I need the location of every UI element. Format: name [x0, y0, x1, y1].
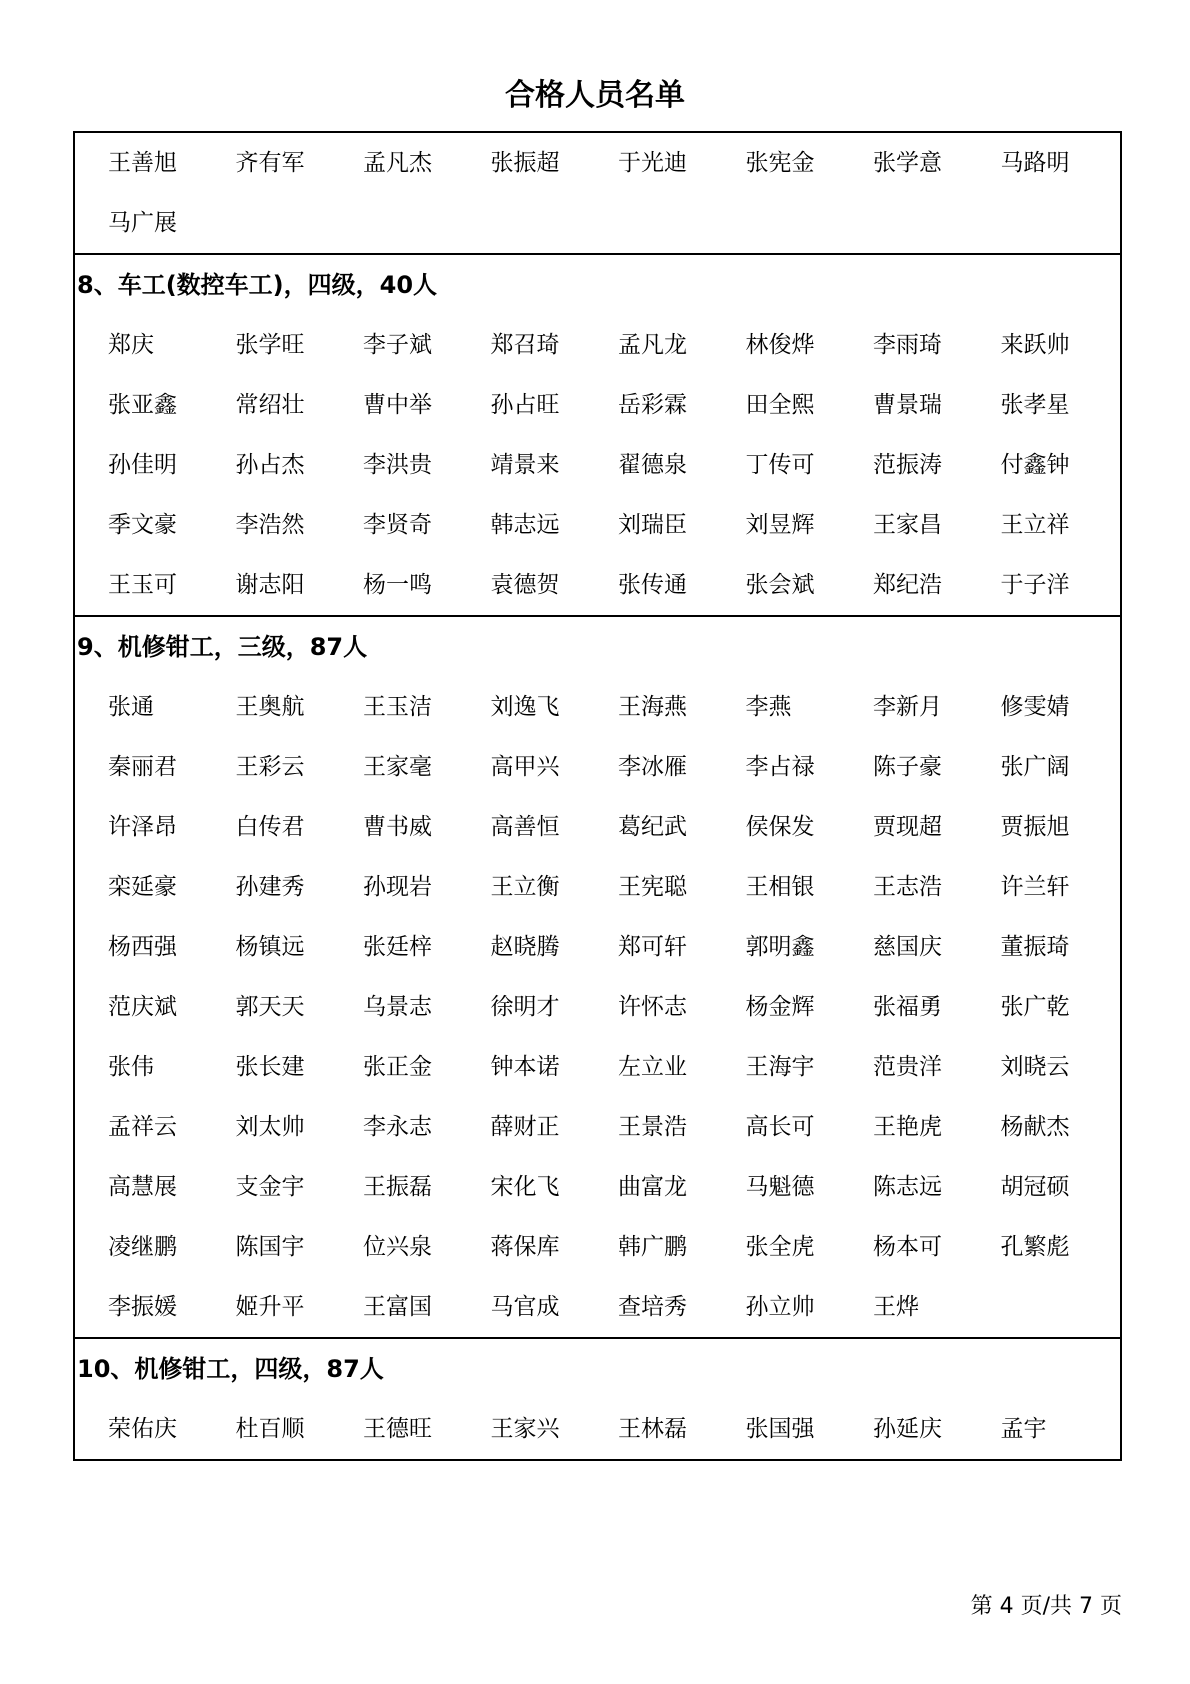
person-name: 许怀志 — [618, 994, 687, 1020]
person-name: 王彩云 — [235, 754, 305, 780]
person-name: 杜百顺 — [235, 1416, 305, 1442]
person-name: 王家兴 — [490, 1416, 560, 1442]
person-name: 王宪聪 — [618, 874, 687, 900]
person-name: 王德旺 — [363, 1416, 432, 1442]
person-name: 郭明鑫 — [745, 934, 815, 960]
person-name: 范振涛 — [873, 452, 942, 478]
person-name: 田全熙 — [745, 392, 815, 418]
person-name: 薛财正 — [490, 1114, 560, 1140]
person-name: 郑可轩 — [618, 934, 687, 960]
person-name: 张广阔 — [1000, 754, 1070, 780]
person-name: 李子斌 — [363, 332, 432, 358]
person-name: 王景浩 — [618, 1114, 687, 1140]
person-name: 马官成 — [490, 1294, 560, 1320]
person-name: 王玉洁 — [363, 694, 432, 720]
person-name: 孟凡杰 — [363, 150, 432, 176]
person-name: 秦丽君 — [108, 754, 177, 780]
person-name: 曹书威 — [363, 814, 432, 840]
person-name: 张学意 — [873, 150, 942, 176]
person-name: 张宪金 — [745, 150, 815, 176]
person-name: 徐明才 — [490, 994, 560, 1020]
person-name: 张国强 — [745, 1416, 815, 1442]
person-name: 王善旭 — [108, 150, 177, 176]
person-name: 孔繁彪 — [1000, 1234, 1070, 1260]
person-name: 张振超 — [490, 150, 560, 176]
person-name: 马广展 — [108, 210, 177, 236]
person-name: 位兴泉 — [363, 1234, 432, 1260]
person-name: 林俊烨 — [745, 332, 815, 358]
person-name: 凌继鹏 — [108, 1234, 177, 1260]
person-name: 张传通 — [618, 572, 687, 598]
person-name: 季文豪 — [108, 512, 177, 538]
person-name: 姬升平 — [235, 1294, 305, 1320]
roster-table — [73, 131, 1122, 1461]
person-name: 张学旺 — [235, 332, 305, 358]
person-name: 曹景瑞 — [873, 392, 942, 418]
person-name: 王林磊 — [618, 1416, 687, 1442]
person-name: 杨献杰 — [1000, 1114, 1070, 1140]
person-name: 张通 — [108, 694, 154, 720]
person-name: 董振琦 — [1000, 934, 1070, 960]
person-name: 李燕 — [745, 694, 792, 720]
person-name: 李雨琦 — [873, 332, 942, 358]
person-name: 常绍壮 — [235, 392, 305, 418]
person-name: 孟祥云 — [108, 1114, 177, 1140]
person-name: 张亚鑫 — [108, 392, 177, 418]
person-name: 李洪贵 — [363, 452, 432, 478]
person-name: 范庆斌 — [108, 994, 177, 1020]
person-name: 曹中举 — [363, 392, 432, 418]
person-name: 乌景志 — [363, 994, 432, 1020]
person-name: 刘昱辉 — [745, 512, 815, 538]
person-name: 王艳虎 — [873, 1114, 942, 1140]
roster-section — [75, 615, 1120, 1337]
person-name: 孟宇 — [1000, 1416, 1047, 1442]
person-name: 王立祥 — [1000, 512, 1070, 538]
name-grid — [75, 315, 1120, 615]
person-name: 赵晓腾 — [490, 934, 560, 960]
person-name: 高长可 — [745, 1114, 815, 1140]
person-name: 孙延庆 — [873, 1416, 942, 1442]
person-name: 刘瑞臣 — [618, 512, 687, 538]
person-name: 杨镇远 — [235, 934, 305, 960]
person-name: 葛纪武 — [618, 814, 687, 840]
section-heading: 8、车工(数控车工)，四级，40人 — [77, 271, 438, 299]
person-name: 丁传可 — [745, 452, 815, 478]
person-name: 贾振旭 — [1000, 814, 1070, 840]
person-name: 翟德泉 — [618, 452, 687, 478]
person-name: 陈子豪 — [873, 754, 942, 780]
person-name: 胡冠硕 — [1000, 1174, 1070, 1200]
page-title: 合格人员名单 — [505, 78, 685, 113]
person-name: 郑纪浩 — [873, 572, 942, 598]
person-name: 孙占旺 — [490, 392, 560, 418]
person-name: 修雯婧 — [1000, 694, 1070, 720]
person-name: 钟本诺 — [490, 1054, 560, 1080]
person-name: 蒋保库 — [490, 1234, 560, 1260]
person-name: 王奥航 — [235, 694, 305, 720]
person-name: 许泽昂 — [108, 814, 177, 840]
person-name: 慈国庆 — [873, 934, 942, 960]
person-name: 李贤奇 — [363, 512, 432, 538]
name-grid — [75, 677, 1120, 1337]
person-name: 高善恒 — [490, 814, 560, 840]
person-name: 李冰雁 — [618, 754, 687, 780]
person-name: 杨本可 — [873, 1234, 942, 1260]
person-name: 于光迪 — [618, 150, 687, 176]
person-name: 马路明 — [1000, 150, 1070, 176]
person-name: 李占禄 — [745, 754, 815, 780]
person-name: 许兰轩 — [1000, 874, 1070, 900]
person-name: 白传君 — [235, 814, 305, 840]
person-name: 齐有军 — [235, 150, 305, 176]
person-name: 孙建秀 — [235, 874, 305, 900]
person-name: 岳彩霖 — [618, 392, 687, 418]
person-name: 杨金辉 — [745, 994, 815, 1020]
name-grid — [75, 133, 1120, 253]
person-name: 高甲兴 — [490, 754, 560, 780]
person-name: 李永志 — [363, 1114, 432, 1140]
person-name: 刘逸飞 — [490, 694, 560, 720]
person-name: 栾延豪 — [108, 874, 177, 900]
person-name: 王振磊 — [363, 1174, 432, 1200]
person-name: 王立衡 — [490, 874, 560, 900]
person-name: 孟凡龙 — [618, 332, 687, 358]
person-name: 高慧展 — [108, 1174, 177, 1200]
person-name: 王烨 — [873, 1294, 919, 1320]
person-name: 曲富龙 — [618, 1174, 687, 1200]
person-name: 来跃帅 — [1000, 332, 1070, 358]
person-name: 张长建 — [235, 1054, 305, 1080]
person-name: 韩志远 — [490, 512, 560, 538]
person-name: 王海宇 — [745, 1054, 815, 1080]
person-name: 张广乾 — [1000, 994, 1070, 1020]
person-name: 张孝星 — [1000, 392, 1070, 418]
person-name: 郭天天 — [235, 994, 305, 1020]
person-name: 李新月 — [873, 694, 942, 720]
person-name: 张伟 — [108, 1054, 154, 1080]
person-name: 李浩然 — [235, 512, 305, 538]
person-name: 王富国 — [363, 1294, 432, 1320]
roster-section — [75, 1337, 1120, 1459]
person-name: 张会斌 — [745, 572, 815, 598]
person-name: 王志浩 — [873, 874, 942, 900]
person-name: 谢志阳 — [235, 572, 305, 598]
roster-section — [75, 253, 1120, 615]
person-name: 王玉可 — [108, 572, 177, 598]
person-name: 左立业 — [618, 1054, 687, 1080]
person-name: 孙立帅 — [745, 1294, 815, 1320]
roster-section — [75, 133, 1120, 253]
person-name: 支金宇 — [235, 1174, 305, 1200]
person-name: 荣佑庆 — [108, 1416, 177, 1442]
person-name: 范贵洋 — [873, 1054, 942, 1080]
person-name: 陈国宇 — [235, 1234, 305, 1260]
person-name: 郑召琦 — [490, 332, 560, 358]
person-name: 王家毫 — [363, 754, 432, 780]
person-name: 马魁德 — [745, 1174, 815, 1200]
person-name: 张福勇 — [873, 994, 942, 1020]
person-name: 付鑫钟 — [1000, 452, 1070, 478]
person-name: 孙佳明 — [108, 452, 177, 478]
person-name: 杨西强 — [108, 934, 177, 960]
person-name: 王家昌 — [873, 512, 942, 538]
person-name: 韩广鹏 — [618, 1234, 687, 1260]
section-heading: 9、机修钳工，三级，87人 — [77, 633, 368, 661]
person-name: 靖景来 — [490, 452, 560, 478]
person-name: 于子洋 — [1000, 572, 1070, 598]
section-heading: 10、机修钳工，四级，87人 — [77, 1355, 384, 1383]
person-name: 张廷梓 — [363, 934, 432, 960]
name-grid — [75, 1399, 1120, 1459]
person-name: 查培秀 — [618, 1294, 687, 1320]
person-name: 刘太帅 — [235, 1114, 305, 1140]
person-name: 刘晓云 — [1000, 1054, 1070, 1080]
person-name: 贾现超 — [873, 814, 942, 840]
person-name: 孙占杰 — [235, 452, 305, 478]
page-number: 第 4 页/共 7 页 — [970, 1594, 1122, 1619]
person-name: 王相银 — [745, 874, 815, 900]
person-name: 郑庆 — [108, 332, 154, 358]
person-name: 宋化飞 — [490, 1174, 560, 1200]
person-name: 陈志远 — [873, 1174, 942, 1200]
person-name: 李振媛 — [108, 1294, 177, 1320]
person-name: 袁德贺 — [490, 572, 560, 598]
person-name: 侯保发 — [745, 814, 815, 840]
person-name: 杨一鸣 — [363, 572, 432, 598]
person-name: 张正金 — [363, 1054, 432, 1080]
person-name: 王海燕 — [618, 694, 687, 720]
person-name: 张全虎 — [745, 1234, 815, 1260]
person-name: 孙现岩 — [363, 874, 432, 900]
